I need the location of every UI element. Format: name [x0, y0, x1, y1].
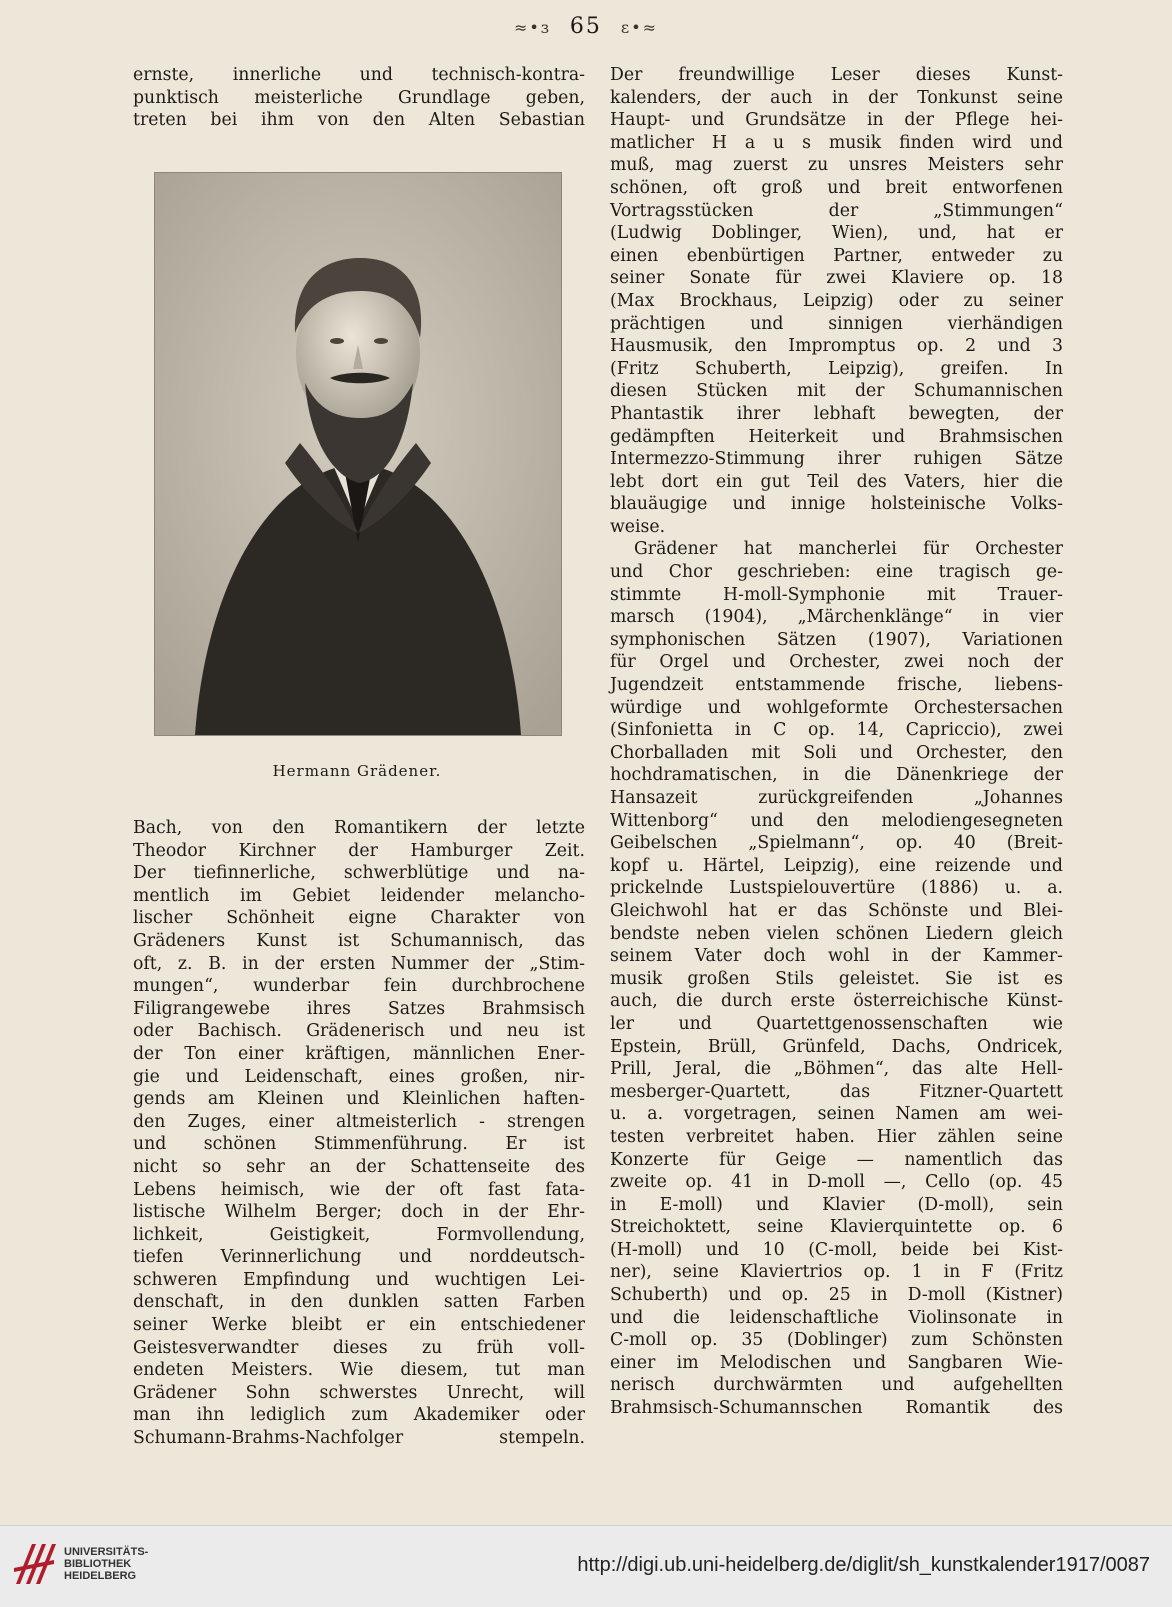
text-line: lischer Schönheit eigne Charakter von [133, 908, 585, 929]
text-line: in E-moll) und Klavier (D-moll), sein [610, 1194, 1063, 1215]
text-line: (Ludwig Doblinger, Wien), und, hat er [610, 223, 1063, 244]
text-line: und die leidenschaftliche Violinsonate in [610, 1307, 1063, 1328]
text-line: Intermezzo-Stimmung ihrer ruhigen Sätze [610, 449, 1063, 470]
text-line: mesberger-Quartett, das Fitzner-Quartett [610, 1081, 1063, 1102]
text-line: ler und Quartettgenossenschaften wie [610, 1013, 1063, 1034]
text-line: Hausmusik, den Impromptus op. 2 und 3 [610, 336, 1063, 357]
text-line: kalenders, der auch in der Tonkunst seine [610, 87, 1063, 108]
text-line: marsch (1904), „Märchenklänge“ in vier [610, 607, 1063, 628]
text-line: auch, die durch erste österreichische Künst- [610, 991, 1063, 1012]
university-library-logo-icon[interactable] [12, 1538, 56, 1588]
header-ornament-left: ≈•ɜ [513, 18, 551, 37]
text-line: Wittenborg“ und den melodiengesegneten [610, 810, 1063, 831]
text-line: lebt dort ein gut Teil des Vaters, hier die [610, 471, 1063, 492]
text-line: Filigrangewebe ihres Satzes Brahmsisch [133, 998, 585, 1019]
text-line: Schumann-Brahms-Nachfolger stempeln. [133, 1428, 585, 1449]
text-line: prächtigen und sinnigen vierhändigen [610, 313, 1063, 334]
text-line: der Ton einer kräftigen, männlichen Ener- [133, 1043, 585, 1064]
logo-line: HEIDELBERG [64, 1570, 137, 1582]
text-line: punktisch meisterliche Grundlage geben, [133, 87, 585, 108]
text-line: diesen Stücken mit der Schumannischen [610, 381, 1063, 402]
text-line: Grädeners Kunst ist Schumannisch, das [133, 930, 585, 951]
text-line: einer im Melodischen und Sangbaren Wie- [610, 1352, 1063, 1373]
text-line: einen ebenbürtigen Partner, entweder zu [610, 245, 1063, 266]
portrait-illustration [155, 173, 561, 735]
text-line: und schönen Stimmenführung. Er ist [133, 1134, 585, 1155]
text-line: und Chor geschrieben: eine tragisch ge- [610, 562, 1063, 583]
text-line: gie und Leidenschaft, eines großen, nir- [133, 1066, 585, 1087]
text-line: C-moll op. 35 (Doblinger) zum Schönsten [610, 1330, 1063, 1351]
university-library-name[interactable] [64, 1546, 148, 1582]
text-line: Schuberth) und op. 25 in D-moll (Kistner) [610, 1285, 1063, 1306]
text-line: matlicher H a u s musik finden wird und [610, 132, 1063, 153]
text-line: (Sinfonietta in C op. 14, Capriccio), zwei [610, 720, 1063, 741]
text-line: den Zuges, einer altmeisterlich - strengen [133, 1111, 585, 1132]
text-line: seinem Vater doch wohl in der Kammer- [610, 946, 1063, 967]
text-line: mentlich im Gebiet leidender melancho- [133, 885, 585, 906]
logo-line: UNIVERSITÄTS- [64, 1546, 149, 1558]
text-line: Gleichwohl hat er das Schönste und Blei- [610, 900, 1063, 921]
text-line: Jugendzeit entstammende frische, liebens- [610, 675, 1063, 696]
text-line: Chorballaden mit Soli und Orchester, den [610, 742, 1063, 763]
text-line: blauäugige und innige holsteinische Volks- [610, 494, 1063, 515]
text-line: Theodor Kirchner der Hamburger Zeit. [133, 840, 585, 861]
text-line: schönen, oft groß und breit entworfenen [610, 177, 1063, 198]
text-line: Hansazeit zurückgreifenden „Johannes [610, 788, 1063, 808]
text-line: Phantastik ihrer lebhaft bewegten, der [610, 403, 1063, 424]
text-line: Der tiefinnerliche, schwerblütige und na- [133, 863, 585, 884]
text-line: symphonischen Sätzen (1907), Variationen [610, 629, 1063, 650]
text-line: mungen“, wunderbar fein durchbrochene [133, 976, 585, 997]
left-column-top [133, 64, 585, 132]
text-line: ernste, innerliche und technisch-kontra- [133, 65, 585, 85]
text-line: (Fritz Schuberth, Leipzig), greifen. In [610, 358, 1063, 379]
text-line: treten bei ihm von den Alten Sebastian [133, 110, 585, 131]
text-line: Geibelschen „Spielmann“, op. 40 (Breit- [610, 833, 1063, 854]
text-line: endeten Meisters. Wie diesem, tut man [133, 1360, 585, 1381]
text-line: Der freundwillige Leser dieses Kunst- [610, 65, 1063, 85]
text-line: Haupt- und Grundsätze in der Pflege hei- [610, 110, 1063, 131]
permalink-url[interactable]: http://digi.ub.uni-heidelberg.de/diglit/sh_kunstkalender1917/0087 [577, 1554, 1150, 1576]
right-column [610, 64, 1063, 1420]
text-line: muß, mag zuerst zu unsres Meisters sehr [610, 155, 1063, 176]
text-line: hochdramatischen, in die Dänenkriege der [610, 765, 1063, 786]
text-line: lichkeit, Geistigkeit, Formvollendung, [133, 1224, 585, 1245]
text-line: Konzerte für Geige — namentlich das [610, 1149, 1063, 1170]
text-line: Lebens heimisch, wie der oft fast fata- [133, 1179, 585, 1200]
text-line: Grädener Sohn schwerstes Unrecht, will [133, 1382, 585, 1403]
text-line: oder Bachisch. Grädenerisch und neu ist [133, 1021, 585, 1042]
text-line: seiner Sonate für zwei Klaviere op. 18 [610, 268, 1063, 289]
text-line: listische Wilhelm Berger; doch in der Ehr- [133, 1202, 585, 1223]
text-line: würdige und wohlgeformte Orchestersachen [610, 697, 1063, 718]
text-line: (Max Brockhaus, Leipzig) oder zu seiner [610, 290, 1063, 311]
text-line: weise. [610, 516, 666, 537]
text-line: man ihn lediglich zum Akademiker oder [133, 1405, 585, 1426]
portrait-photo [154, 172, 562, 736]
text-line: prickelnde Lustspielouvertüre (1886) u. a. [610, 878, 1063, 899]
text-line: stimmte H-moll-Symphonie mit Trauer- [610, 584, 1063, 605]
text-line: für Orgel und Orchester, zwei noch der [610, 652, 1063, 673]
text-line: Epstein, Brüll, Grünfeld, Dachs, Ondricek, [610, 1036, 1063, 1057]
text-line: tiefen Verinnerlichung und norddeutsch- [133, 1247, 585, 1268]
text-line: schweren Empfindung und wuchtigen Lei- [133, 1269, 585, 1290]
photo-caption: Hermann Grädener. [272, 762, 442, 780]
text-line: oft, z. B. in der ersten Nummer der „Stim- [133, 953, 585, 974]
text-line: seiner Werke bleibt er ein entschiedener [133, 1315, 585, 1336]
text-line: gends am Kleinen und Kleinlichen haften- [133, 1089, 585, 1110]
text-line: musik großen Stils geleistet. Sie ist es [610, 968, 1063, 989]
viewer-footer [0, 1525, 1172, 1607]
text-line: nicht so sehr an der Schattenseite des [133, 1156, 585, 1177]
page-number: 65 [569, 14, 602, 39]
text-line: u. a. vorgetragen, seinen Namen am wei- [610, 1104, 1063, 1125]
text-line: Brahmsisch-Schumannschen Romantik des [610, 1398, 1063, 1419]
text-line: kopf u. Härtel, Leipzig), eine reizende und [610, 855, 1063, 876]
text-line: Geistesverwandter dieses zu früh voll- [133, 1337, 585, 1358]
text-line: bendste neben vielen schönen Liedern gleich [610, 923, 1063, 944]
text-line: zweite op. 41 in D-moll —, Cello (op. 45 [610, 1172, 1063, 1193]
logo-line: BIBLIOTHEK [64, 1558, 132, 1570]
text-line: (H-moll) und 10 (C-moll, beide bei Kist- [610, 1239, 1063, 1260]
text-line: ner), seine Klaviertrios op. 1 in F (Fritz [610, 1262, 1063, 1283]
left-column-bottom [133, 817, 585, 1450]
text-line: Streichoktett, seine Klavierquintette op. 6 [610, 1217, 1063, 1238]
text-line: Grädener hat mancherlei für Orchester [634, 539, 1063, 560]
text-line: denschaft, in den dunklen satten Farben [133, 1292, 585, 1313]
text-line: Vortragsstücken der „Stimmungen“ [610, 200, 1063, 221]
page-header [0, 14, 1172, 39]
header-ornament-right: ɛ•≈ [620, 18, 659, 37]
text-line: Prill, Jeral, die „Böhmen“, das alte Hell- [610, 1059, 1063, 1080]
text-line: testen verbreitet haben. Hier zählen seine [610, 1126, 1063, 1147]
text-line: Bach, von den Romantikern der letzte [133, 818, 585, 838]
text-line: gedämpften Heiterkeit und Brahmsischen [610, 426, 1063, 447]
text-line: nerisch durchwärmten und aufgehellten [610, 1375, 1063, 1396]
